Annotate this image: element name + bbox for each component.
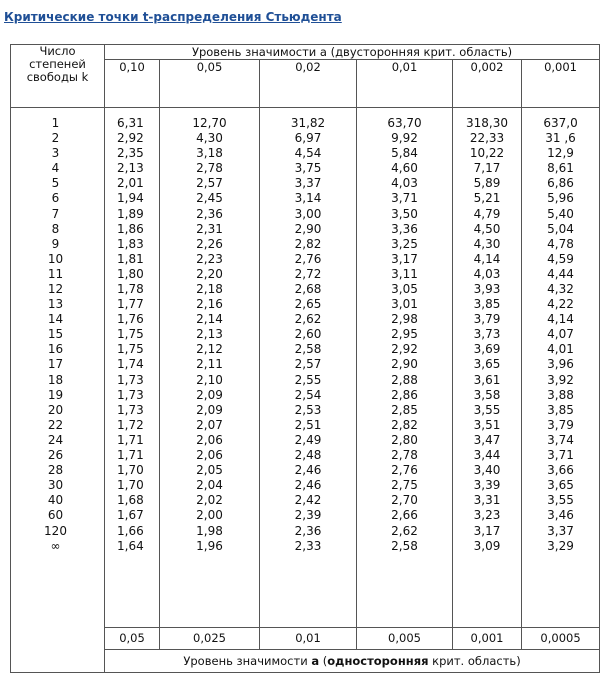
- critical-value: 3,58: [473, 387, 501, 402]
- dof-value: 3: [51, 146, 60, 161]
- critical-value: 2,54: [294, 387, 322, 402]
- critical-value: 2,18: [196, 282, 223, 297]
- values-column: [453, 107, 522, 627]
- critical-value: 2,48: [294, 448, 322, 463]
- critical-value: 63,70: [387, 115, 422, 130]
- critical-value: 1,81: [117, 251, 144, 266]
- critical-value: 3,01: [391, 297, 418, 312]
- two-sided-header: Уровень значимости a (двусторонняя крит. область): [105, 45, 600, 60]
- critical-value: 2,13: [196, 327, 223, 342]
- critical-value: 5,84: [391, 146, 418, 161]
- critical-value: 31,82: [290, 115, 326, 130]
- critical-value: 2,13: [117, 161, 144, 176]
- critical-value: 2,76: [391, 463, 418, 478]
- critical-value: 4,01: [547, 342, 574, 357]
- critical-value: 5,40: [547, 206, 574, 221]
- critical-value: 2,98: [391, 312, 418, 327]
- critical-value: 4,30: [196, 131, 223, 146]
- critical-value: 2,95: [391, 327, 418, 342]
- critical-value: 2,65: [294, 297, 322, 312]
- dof-value: 40: [47, 493, 64, 508]
- alpha-header: 0,01: [357, 60, 453, 108]
- critical-value: 12,70: [192, 115, 227, 130]
- critical-value: 2,16: [196, 297, 223, 312]
- critical-value: 1,64: [117, 538, 144, 553]
- critical-value: 22,33: [469, 131, 505, 146]
- critical-value: 3,71: [547, 448, 574, 463]
- critical-value: 2,92: [391, 342, 418, 357]
- critical-value: 2,49: [294, 432, 322, 447]
- values-column: [522, 107, 600, 627]
- critical-value: 3,17: [473, 523, 501, 538]
- critical-value: 2,00: [196, 508, 223, 523]
- dof-value: 28: [47, 463, 64, 478]
- dof-value: 24: [47, 432, 64, 447]
- critical-value: 2,33: [294, 538, 322, 553]
- critical-value: 3,40: [473, 463, 501, 478]
- critical-value: 12,9: [547, 146, 574, 161]
- critical-value: 2,58: [294, 342, 322, 357]
- critical-value: 2,09: [196, 402, 223, 417]
- alpha-one-sided: 0,025: [160, 628, 260, 649]
- alpha-header: 0,002: [453, 60, 522, 108]
- critical-value: 318,30: [466, 115, 508, 130]
- critical-value: 3,55: [547, 493, 574, 508]
- dof-value: 2: [51, 131, 60, 146]
- page-title: Критические точки t-распределения Стьюдента: [4, 10, 342, 24]
- critical-value: 1,72: [117, 417, 144, 432]
- critical-value: 4,03: [473, 266, 501, 281]
- critical-value: 3,92: [547, 372, 574, 387]
- critical-value: 1,73: [117, 387, 144, 402]
- critical-value: 3,23: [473, 508, 501, 523]
- dof-value: 22: [47, 417, 64, 432]
- t-distribution-table: [10, 44, 600, 673]
- critical-value: 6,86: [547, 176, 574, 191]
- critical-value: 5,04: [547, 221, 574, 236]
- critical-value: 3,37: [547, 523, 574, 538]
- critical-value: 1,86: [117, 221, 144, 236]
- alpha-header: 0,001: [522, 60, 600, 108]
- critical-value: 3,96: [547, 357, 574, 372]
- critical-value: 2,01: [117, 176, 144, 191]
- critical-value: 3,85: [547, 402, 574, 417]
- critical-value: 3,14: [294, 191, 322, 206]
- critical-value: 3,85: [473, 297, 501, 312]
- critical-value: 2,66: [391, 508, 418, 523]
- critical-value: 2,39: [294, 508, 322, 523]
- dof-header-line1: Число степеней: [29, 44, 86, 71]
- dof-header-line2: свободы k: [26, 70, 89, 84]
- critical-value: 2,86: [391, 387, 418, 402]
- critical-value: 1,94: [117, 191, 144, 206]
- critical-value: 2,60: [294, 327, 322, 342]
- critical-value: 3,36: [391, 221, 418, 236]
- critical-value: 1,76: [117, 312, 144, 327]
- dof-value: 12: [47, 282, 64, 297]
- critical-value: 2,04: [196, 478, 223, 493]
- critical-value: 3,18: [196, 146, 223, 161]
- values-column: [357, 107, 453, 627]
- critical-value: 3,66: [547, 463, 574, 478]
- critical-value: 1,89: [117, 206, 144, 221]
- critical-value: 3,17: [391, 251, 418, 266]
- critical-value: 3,44: [473, 448, 501, 463]
- critical-value: 2,62: [391, 523, 418, 538]
- critical-value: 2,02: [196, 493, 223, 508]
- critical-value: 2,72: [294, 266, 322, 281]
- dof-value: 9: [51, 236, 60, 251]
- critical-value: 2,46: [294, 478, 322, 493]
- critical-value: 2,09: [196, 387, 223, 402]
- critical-value: 2,53: [294, 402, 322, 417]
- critical-value: 3,75: [294, 161, 322, 176]
- dof-column: [11, 107, 105, 672]
- critical-value: 2,68: [294, 282, 322, 297]
- critical-value: 2,23: [196, 251, 223, 266]
- critical-value: 3,69: [473, 342, 501, 357]
- critical-value: 5,21: [473, 191, 501, 206]
- critical-value: 2,05: [196, 463, 223, 478]
- critical-value: 4,60: [391, 161, 418, 176]
- critical-value: 1,68: [117, 493, 144, 508]
- critical-value: 7,17: [473, 161, 501, 176]
- critical-value: 1,98: [196, 523, 223, 538]
- alpha-one-sided: 0,001: [453, 628, 522, 649]
- critical-value: 1,66: [117, 523, 144, 538]
- dof-value: 20: [47, 402, 64, 417]
- critical-value: 10,22: [469, 146, 505, 161]
- critical-value: 4,14: [473, 251, 501, 266]
- critical-value: 1,71: [117, 432, 144, 447]
- critical-value: 2,80: [391, 432, 418, 447]
- critical-value: 1,67: [117, 508, 144, 523]
- critical-value: 1,78: [117, 282, 144, 297]
- dof-value: 15: [47, 327, 64, 342]
- dof-value: 10: [47, 251, 64, 266]
- critical-value: 3,65: [547, 478, 574, 493]
- critical-value: 1,70: [117, 478, 144, 493]
- critical-value: 4,79: [473, 206, 501, 221]
- critical-value: 2,06: [196, 448, 223, 463]
- critical-value: 2,75: [391, 478, 418, 493]
- critical-value: 2,76: [294, 251, 322, 266]
- alpha-one-sided: 0,0005: [522, 628, 600, 649]
- critical-value: 2,51: [294, 417, 322, 432]
- critical-value: 2,31: [196, 221, 223, 236]
- dof-value: 5: [51, 176, 60, 191]
- critical-value: 2,58: [391, 538, 418, 553]
- dof-value: 60: [47, 508, 64, 523]
- critical-value: 3,71: [391, 191, 418, 206]
- alpha-one-sided: 0,05: [105, 628, 160, 649]
- dof-header: [11, 45, 105, 108]
- dof-value: 4: [51, 161, 60, 176]
- critical-value: 4,78: [547, 236, 574, 251]
- critical-value: 2,35: [117, 146, 144, 161]
- critical-value: 5,96: [547, 191, 574, 206]
- critical-value: 2,85: [391, 402, 418, 417]
- critical-value: 3,31: [473, 493, 501, 508]
- critical-value: 8,61: [547, 161, 574, 176]
- critical-value: 3,39: [473, 478, 501, 493]
- critical-value: 2,82: [294, 236, 322, 251]
- dof-value: 120: [44, 523, 67, 538]
- dof-value: 8: [51, 221, 60, 236]
- critical-value: 3,47: [473, 432, 501, 447]
- critical-value: 2,82: [391, 417, 418, 432]
- critical-value: 4,07: [547, 327, 574, 342]
- critical-value: 3,79: [547, 417, 574, 432]
- critical-value: 9,92: [391, 131, 418, 146]
- critical-value: 1,80: [117, 266, 144, 281]
- critical-value: 4,54: [294, 146, 322, 161]
- critical-value: 2,88: [391, 372, 418, 387]
- critical-value: 3,93: [473, 282, 501, 297]
- critical-value: 2,57: [196, 176, 223, 191]
- critical-value: 3,73: [473, 327, 501, 342]
- dof-value: 1: [51, 115, 60, 130]
- critical-value: 4,50: [473, 221, 501, 236]
- dof-value: 7: [51, 206, 60, 221]
- critical-value: 2,70: [391, 493, 418, 508]
- critical-value: 3,37: [294, 176, 322, 191]
- dof-value: 26: [47, 448, 64, 463]
- alpha-header: 0,02: [260, 60, 357, 108]
- critical-value: 2,06: [196, 432, 223, 447]
- values-column: [105, 107, 160, 627]
- critical-value: 31 ,6: [545, 131, 576, 146]
- dof-value: 19: [47, 387, 64, 402]
- critical-value: 1,73: [117, 372, 144, 387]
- critical-value: 2,20: [196, 266, 223, 281]
- critical-value: 3,74: [547, 432, 574, 447]
- critical-value: 1,73: [117, 402, 144, 417]
- critical-value: 2,36: [196, 206, 223, 221]
- critical-value: 3,29: [547, 538, 574, 553]
- critical-value: 4,22: [547, 297, 574, 312]
- dof-value: 14: [47, 312, 64, 327]
- critical-value: 3,50: [391, 206, 418, 221]
- critical-value: 1,83: [117, 236, 144, 251]
- critical-value: 2,07: [196, 417, 223, 432]
- critical-value: 1,96: [196, 538, 223, 553]
- dof-value: 17: [47, 357, 64, 372]
- critical-value: 4,14: [547, 312, 574, 327]
- critical-value: 6,97: [294, 131, 322, 146]
- critical-value: 4,32: [547, 282, 574, 297]
- values-column: [160, 107, 260, 627]
- critical-value: 2,12: [196, 342, 223, 357]
- alpha-header: 0,05: [160, 60, 260, 108]
- critical-value: 3,00: [294, 206, 322, 221]
- critical-value: 2,11: [196, 357, 223, 372]
- critical-value: 2,42: [294, 493, 322, 508]
- critical-value: 1,77: [117, 297, 144, 312]
- critical-value: 3,05: [391, 282, 418, 297]
- critical-value: 4,03: [391, 176, 418, 191]
- critical-value: 3,09: [473, 538, 501, 553]
- critical-value: 2,90: [294, 221, 322, 236]
- alpha-header: 0,10: [105, 60, 160, 108]
- dof-value: 18: [47, 372, 64, 387]
- critical-value: 2,78: [391, 448, 418, 463]
- values-column: [260, 107, 357, 627]
- critical-value: 2,57: [294, 357, 322, 372]
- alpha-one-sided: 0,01: [260, 628, 357, 649]
- dof-value: ∞: [50, 538, 61, 553]
- critical-value: 1,74: [117, 357, 144, 372]
- critical-value: 3,88: [547, 387, 574, 402]
- critical-value: 4,44: [547, 266, 574, 281]
- critical-value: 3,11: [391, 266, 418, 281]
- critical-value: 6,31: [117, 115, 144, 130]
- dof-value: 16: [47, 342, 64, 357]
- critical-value: 3,61: [473, 372, 501, 387]
- critical-value: 3,65: [473, 357, 501, 372]
- critical-value: 637,0: [543, 115, 578, 130]
- critical-value: 1,71: [117, 448, 144, 463]
- alpha-one-sided: 0,005: [357, 628, 453, 649]
- critical-value: 4,30: [473, 236, 501, 251]
- critical-value: 1,75: [117, 327, 144, 342]
- critical-value: 3,55: [473, 402, 501, 417]
- critical-value: 2,10: [196, 372, 223, 387]
- dof-value: 11: [47, 266, 64, 281]
- dof-value: 6: [51, 191, 60, 206]
- critical-value: 2,14: [196, 312, 223, 327]
- dof-value: 30: [47, 478, 64, 493]
- critical-value: 3,46: [547, 508, 574, 523]
- critical-value: 5,89: [473, 176, 501, 191]
- critical-value: 3,79: [473, 312, 501, 327]
- critical-value: 1,70: [117, 463, 144, 478]
- critical-value: 4,59: [547, 251, 574, 266]
- critical-value: 2,46: [294, 463, 322, 478]
- dof-value: 13: [47, 297, 64, 312]
- critical-value: 2,26: [196, 236, 223, 251]
- critical-value: 2,62: [294, 312, 322, 327]
- critical-value: 1,75: [117, 342, 144, 357]
- critical-value: 2,45: [196, 191, 223, 206]
- critical-value: 2,55: [294, 372, 322, 387]
- critical-value: 3,25: [391, 236, 418, 251]
- one-sided-caption: Уровень значимости a (односторонняя крит. область): [105, 649, 600, 672]
- critical-value: 2,90: [391, 357, 418, 372]
- critical-value: 2,78: [196, 161, 223, 176]
- critical-value: 3,51: [473, 417, 501, 432]
- critical-value: 2,36: [294, 523, 322, 538]
- critical-value: 2,92: [117, 131, 144, 146]
